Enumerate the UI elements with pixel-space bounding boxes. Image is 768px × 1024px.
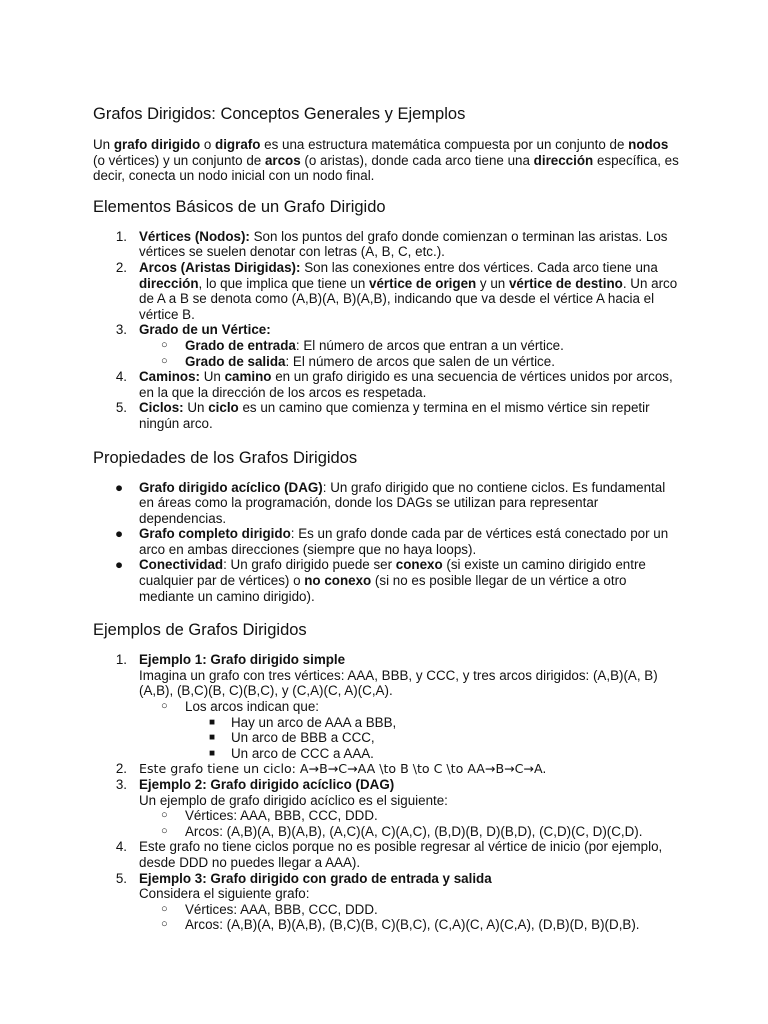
bold-term: Ejemplo 3: Grafo dirigido con grado de entrada y salida [139, 870, 492, 886]
bold-term: Arcos (Aristas Dirigidas): [139, 259, 301, 275]
sub-list-item [139, 808, 683, 824]
bold-term: Ciclos: [139, 400, 184, 416]
bold-term: grafo dirigido [113, 137, 201, 152]
text: Este grafo no tiene ciclos porque no es posible regresar al vértice de inicio (por ejemplo, desde DDD no puedes llegar a AAA). [139, 839, 663, 870]
sub-sub-list-item [185, 746, 683, 762]
text: Un ejemplo de grafo dirigido acíclico es el siguiente: [139, 792, 448, 808]
text: Imagina un grafo con tres vértices: AAA, BBB, y CCC, y tres arcos dirigidos: (A,B)(A, B)(A,B), (B,C)(B, C)(B,C), y (C,A)(C, A)(C,A). [139, 667, 658, 699]
sub-list-item [139, 338, 683, 354]
bold-term: arcos [264, 152, 301, 168]
list-number: 2. [115, 259, 127, 275]
text: : El número de arcos que entran a un vértice. [295, 337, 564, 353]
bold-term: Conectividad [139, 557, 224, 573]
list-number: 3. [115, 777, 127, 792]
sub-list [139, 808, 683, 839]
bold-term: digrafo [215, 137, 261, 152]
bold-term: Vértices (Nodos): [139, 228, 250, 244]
list-number: 1. [115, 228, 127, 244]
text: Arcos: (A,B)(A, B)(A,B), (A,C)(A, C)(A,C), (B,D)(B, D)(B,D), (C,D)(C, D)(C,D). [185, 823, 643, 839]
bold-term: dirección [533, 152, 594, 168]
text: específica, es decir, conecta un nodo inicial con un nodo final. [93, 152, 679, 184]
text: : Un grafo dirigido que no contiene ciclos. Es fundamental en áreas como la programación, donde los DAGs se utilizan para representar dependencias. [139, 479, 666, 526]
list-item [93, 761, 683, 777]
text: Vértices: AAA, BBB, CCC, DDD. [185, 808, 378, 824]
bold-term: Grado de salida [185, 353, 286, 369]
text: Un [183, 400, 209, 416]
text: (si existe un camino dirigido entre cualquier par de vértices) o [139, 557, 646, 589]
propiedades-list [93, 480, 683, 605]
list-item [93, 400, 683, 431]
bold-term: camino [224, 369, 272, 385]
bold-term: Grafo completo dirigido [139, 526, 291, 542]
list-item [93, 480, 683, 527]
bold-term: Grafo dirigido acíclico (DAG) [139, 479, 323, 495]
sub-list [139, 338, 683, 369]
text: o [200, 137, 216, 152]
text: . Un arco de A a B se denota como (A,B)(A, B)(A,B), indicando que va desde el vértice A hacia el vértice B. [139, 275, 678, 322]
list-item [93, 871, 683, 933]
text: Arcos: (A,B)(A, B)(A,B), (B,C)(B, C)(B,C), (C,A)(C, A)(C,A), (D,B)(D, B)(D,B). [185, 917, 640, 933]
bold-term: Ejemplo 1: Grafo dirigido simple [139, 652, 346, 668]
bold-term: Caminos: [139, 369, 201, 385]
text: es un camino que comienza y termina en el mismo vértice sin repetir ningún arco. [139, 400, 650, 431]
document-title: Grafos Dirigidos: Conceptos Generales y Ejemplos [93, 105, 466, 123]
list-number: 3. [115, 322, 127, 338]
text: Este grafo tiene un ciclo: A→B→C→AA \to B \to C \to AA→B→C→A. [139, 761, 547, 777]
section-heading-ejemplos: Ejemplos de Grafos Dirigidos [93, 621, 307, 640]
list-number: 5. [115, 870, 127, 886]
sub-sub-list-item [185, 715, 683, 731]
bold-term: nodos [628, 137, 669, 152]
text: y un [476, 275, 509, 291]
text: en un grafo dirigido es una secuencia de vértices unidos por arcos, en la que la dirección de los arcos es respetada. [139, 369, 673, 400]
text: , lo que implica que tiene un [198, 275, 370, 291]
list-item [93, 557, 683, 604]
list-number: 4. [115, 839, 127, 855]
circle-bullet-icon: ○ [161, 700, 168, 713]
circle-bullet-icon: ○ [161, 338, 168, 351]
circle-bullet-icon: ○ [161, 354, 168, 367]
bold-term: ciclo [208, 400, 239, 416]
list-item [93, 839, 683, 870]
text: : Es un grafo donde cada par de vértices está conectado por un arco en ambas direcciones (siempre que no haya loops). [139, 526, 669, 557]
text: (o aristas), donde cada arco tiene una [300, 152, 534, 168]
sub-list-item [139, 917, 683, 933]
circle-bullet-icon: ○ [161, 918, 168, 931]
bold-term: vértice de destino [508, 275, 623, 291]
text: (si no es posible llegar de un vértice a otro mediante un camino dirigido). [139, 573, 627, 604]
list-item [93, 526, 683, 557]
bold-term: no conexo [304, 573, 372, 589]
bold-term: conexo [395, 557, 443, 573]
list-number: 5. [115, 400, 127, 416]
text: Vértices: AAA, BBB, CCC, DDD. [185, 901, 378, 917]
intro-paragraph [93, 137, 683, 184]
list-number: 4. [115, 369, 127, 385]
sub-list [139, 699, 683, 761]
square-bullet-icon: ■ [209, 716, 216, 728]
text: Los arcos indican que: [185, 699, 319, 715]
text: Son los puntos del grafo donde comienzan o terminan las aristas. Los vértices se suelen denotar con letras (A, B, C, etc.). [139, 228, 668, 260]
sub-list-item [139, 824, 683, 840]
text: (o vértices) y un conjunto de [93, 152, 265, 168]
ejemplos-list [93, 652, 683, 933]
list-item [93, 369, 683, 400]
list-item [93, 322, 683, 369]
document-page [93, 104, 683, 949]
text: Considera el siguiente grafo: [139, 886, 310, 902]
text: : Un grafo dirigido puede ser [223, 557, 396, 573]
bold-term: vértice de origen [369, 275, 477, 291]
section-heading-elementos: Elementos Básicos de un Grafo Dirigido [93, 197, 386, 216]
sub-list-item [139, 354, 683, 370]
bullet-icon: ● [115, 526, 124, 542]
bullet-icon: ● [115, 557, 124, 573]
square-bullet-icon: ■ [209, 747, 216, 759]
bold-term: dirección [139, 275, 199, 291]
text: Un [93, 137, 114, 152]
circle-bullet-icon: ○ [161, 824, 168, 837]
list-item [93, 229, 683, 260]
circle-bullet-icon: ○ [161, 902, 168, 915]
square-bullet-icon: ■ [209, 732, 216, 744]
text: : El número de arcos que salen de un vértice. [285, 353, 555, 369]
text: es una estructura matemática compuesta por un conjunto de [260, 137, 629, 152]
bold-term: Ejemplo 2: Grafo dirigido acíclico (DAG) [139, 777, 395, 792]
bullet-icon: ● [115, 479, 124, 495]
text: Un [200, 369, 225, 385]
bold-term: Grado de un Vértice: [139, 322, 271, 338]
list-item [93, 260, 683, 322]
text: Un arco de BBB a CCC, [231, 730, 375, 746]
list-item [93, 777, 683, 839]
sub-sub-list [185, 715, 683, 762]
text: Hay un arco de AAA a BBB, [231, 714, 397, 730]
list-number: 1. [115, 652, 127, 668]
circle-bullet-icon: ○ [161, 809, 168, 822]
list-number: 2. [115, 761, 127, 777]
text: Son las conexiones entre dos vértices. Cada arco tiene una [300, 259, 658, 275]
sub-sub-list-item [185, 730, 683, 746]
sub-list-item [139, 699, 683, 761]
list-item [93, 652, 683, 761]
sub-list [139, 902, 683, 933]
text: Un arco de CCC a AAA. [231, 745, 374, 761]
bold-term: Grado de entrada [185, 337, 296, 353]
sub-list-item [139, 902, 683, 918]
elementos-list [93, 229, 683, 432]
section-heading-propiedades: Propiedades de los Grafos Dirigidos [93, 448, 358, 467]
